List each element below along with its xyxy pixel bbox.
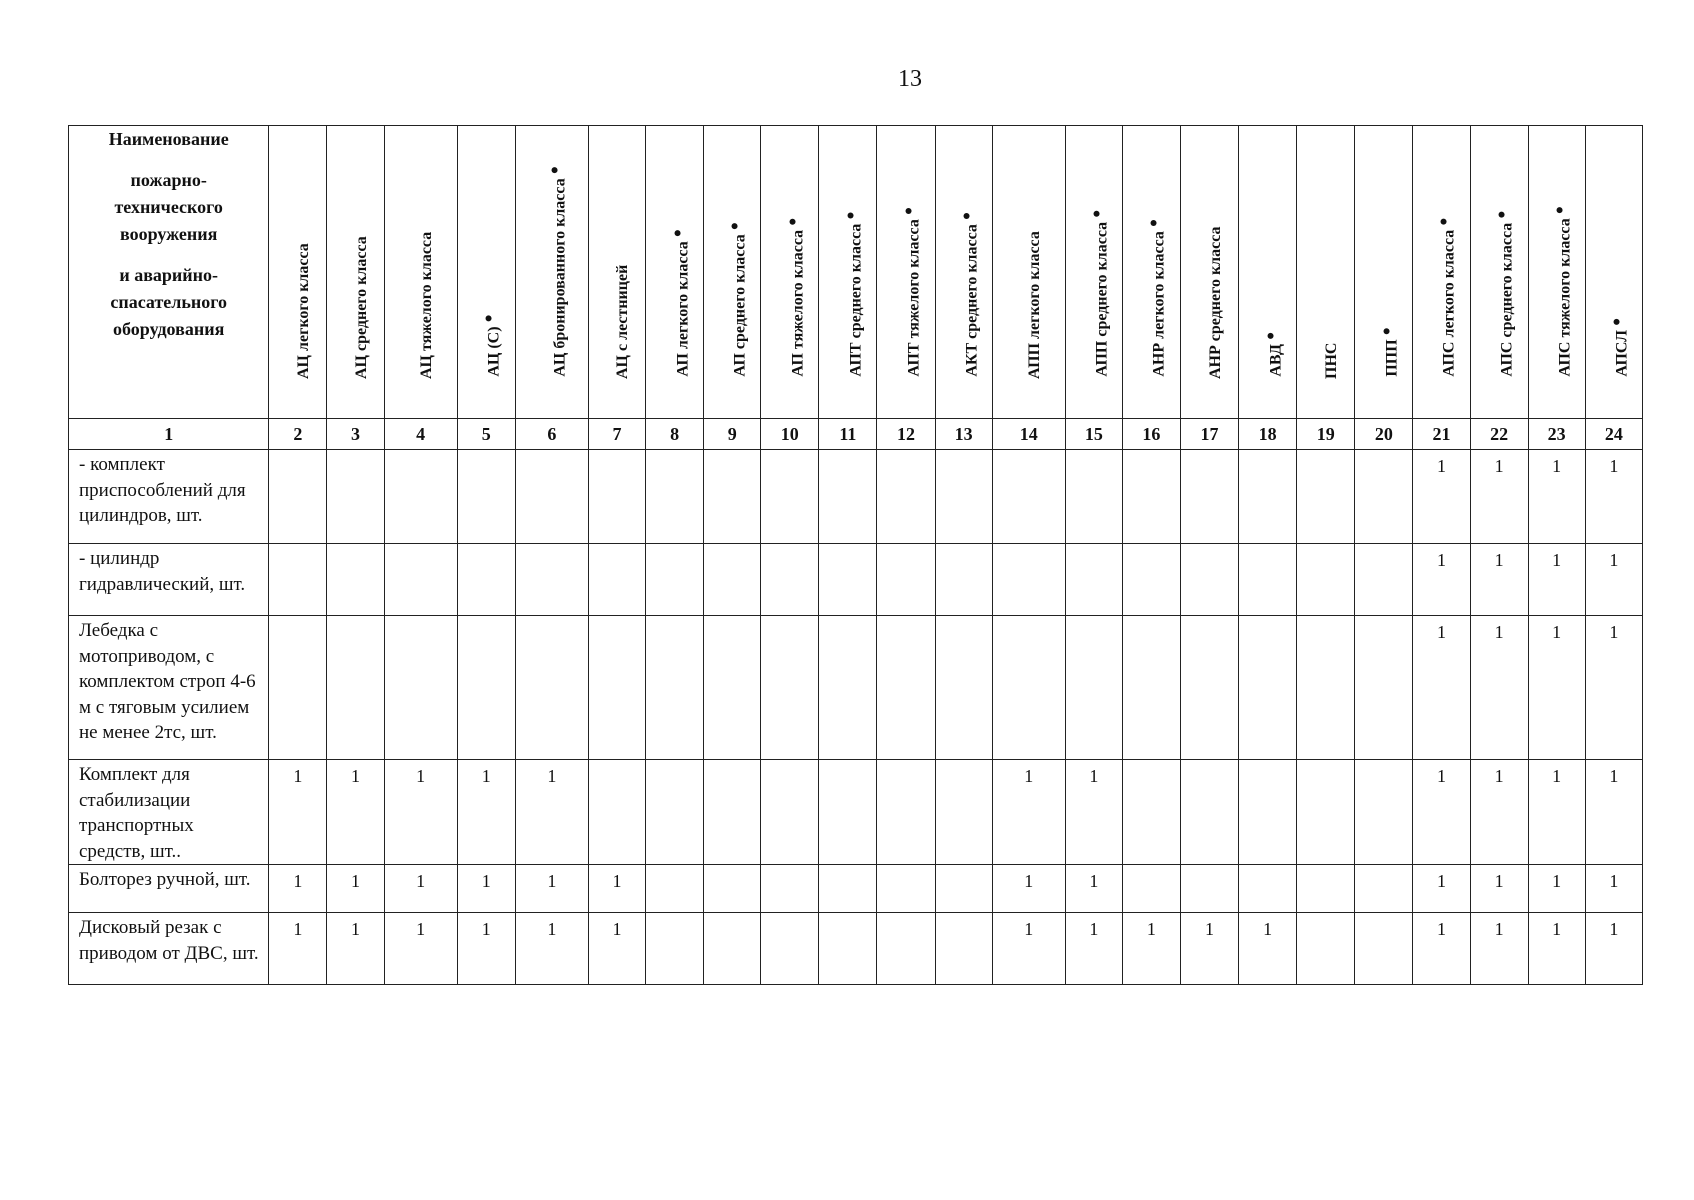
column-number: 2 [269,419,327,450]
table-cell [646,913,704,985]
table-cell [1355,616,1413,760]
table-body [69,450,1643,985]
table-cell: 1 [457,760,515,865]
table-cell [1239,760,1297,865]
table-cell [1239,544,1297,616]
column-number: 20 [1355,419,1413,450]
table-cell: 1 [1585,544,1642,616]
table-cell [588,616,645,760]
column-header-label [1207,226,1225,379]
table-cell [761,760,819,865]
table-cell [935,544,992,616]
footnote-mark: ● [1089,209,1105,218]
footnote-mark: ● [1609,317,1625,326]
column-number: 18 [1239,419,1297,450]
table-cell [1122,616,1180,760]
column-number: 22 [1470,419,1528,450]
table-cell [1065,450,1122,544]
column-number: 3 [327,419,384,450]
table-cell: 1 [457,913,515,985]
table-cell [1355,544,1413,616]
column-header-label [295,243,313,379]
table-cell [1065,616,1122,760]
column-header-label [481,314,504,377]
row-label: Болторез ручной, шт. [69,865,269,913]
table-cell [704,865,761,913]
table-cell [1297,616,1355,760]
table-cell: 1 [515,913,588,985]
table-cell: 1 [1528,760,1585,865]
table-cell: 1 [269,913,327,985]
table-cell: 1 [1470,450,1528,544]
table-cell: 1 [588,865,645,913]
table-cell: 1 [1065,913,1122,985]
table-cell [588,450,645,544]
table-cell [515,450,588,544]
column-header-text: АПС тяжелого класса [1556,217,1574,377]
table-cell [327,544,384,616]
column-number: 13 [935,419,992,450]
table-cell [877,450,935,544]
row-label: - комплект приспособлений для цилиндров, шт. [69,450,269,544]
table-cell: 1 [1528,865,1585,913]
table-cell [935,450,992,544]
table-cell: 1 [1585,865,1642,913]
column-number: 15 [1065,419,1122,450]
column-number: 11 [819,419,877,450]
column-header-3 [327,126,384,419]
table-cell [704,760,761,865]
column-header-label [1262,331,1285,376]
footnote-mark: ● [1552,205,1568,214]
table-row [69,760,1643,865]
column-header-13 [935,126,992,419]
page-number: 13 [898,66,922,92]
column-header-text: АВД [1267,343,1285,377]
column-number: 21 [1413,419,1470,450]
table-cell [935,913,992,985]
table-cell: 1 [1585,616,1642,760]
column-header-text: АЦ тяжелого класса [417,231,435,379]
corner-header-line: пожарно- [130,170,207,190]
table-cell: 1 [992,760,1065,865]
column-header-8 [646,126,704,419]
column-header-label [669,228,692,376]
table-cell [1122,760,1180,865]
table-cell [1297,760,1355,865]
table-cell: 1 [1065,760,1122,865]
table-cell [877,760,935,865]
table-cell [704,913,761,985]
column-header-20 [1355,126,1413,419]
column-header-text: АЦ бронированного класса [551,177,569,377]
table-cell: 1 [1470,760,1528,865]
footnote-mark: ● [1494,209,1510,219]
table-cell [1297,865,1355,913]
table-cell: 1 [1470,865,1528,913]
table-cell [761,865,819,913]
table-cell [1239,616,1297,760]
table-cell: 1 [588,913,645,985]
column-header-label [1436,217,1459,376]
footnote-mark: ● [1262,331,1278,340]
column-header-label [1146,218,1169,376]
column-header-text: АП среднего класса [731,233,749,377]
column-header-text: АПТ тяжелого класса [905,218,923,377]
table-row [69,865,1643,913]
column-header-18 [1239,126,1297,419]
column-header-text: АПС среднего класса [1498,222,1516,377]
table-cell: 1 [1585,450,1642,544]
table-cell: 1 [1413,544,1470,616]
table-cell: 1 [1239,913,1297,985]
table-cell [384,544,457,616]
table-cell: 1 [1528,616,1585,760]
table-row [69,616,1643,760]
table-cell [269,544,327,616]
table-cell: 1 [1528,544,1585,616]
corner-header-line: технического [114,197,223,217]
column-header-21 [1413,126,1470,419]
table-cell [761,616,819,760]
table-cell: 1 [384,913,457,985]
table-cell [515,616,588,760]
column-number: 24 [1585,419,1642,450]
column-header-22 [1470,126,1528,419]
column-header-24 [1585,126,1642,419]
column-number: 19 [1297,419,1355,450]
footnote-mark: ● [727,221,743,230]
table-cell [1297,913,1355,985]
column-header-text: ПНС [1322,342,1340,379]
table-cell [819,913,877,985]
table-cell [1122,450,1180,544]
column-number-row [69,419,1643,450]
column-header-text: АЦ с лестницей [613,264,631,379]
table-cell [1355,865,1413,913]
column-header-4 [384,126,457,419]
table-cell: 1 [1413,760,1470,865]
table-cell [1355,760,1413,865]
corner-header-line: и аварийно- [119,265,219,285]
table-cell: 1 [1470,913,1528,985]
table-cell [761,450,819,544]
table-cell [877,865,935,913]
column-header-label [1493,210,1516,376]
table-cell [704,450,761,544]
column-header-label [1551,205,1574,376]
table-cell: 1 [269,760,327,865]
table-cell [819,544,877,616]
table-cell: 1 [1413,865,1470,913]
table-cell [588,544,645,616]
table-cell: 1 [327,865,384,913]
column-header-9 [704,126,761,419]
table-cell [515,544,588,616]
column-number: 1 [69,419,269,450]
table-cell: 1 [327,913,384,985]
column-header-text: АПСЛ [1613,329,1631,377]
column-header-label [958,211,981,376]
table-cell [1239,450,1297,544]
corner-header-line: оборудования [113,319,225,339]
column-number: 5 [457,419,515,450]
header-row [69,126,1643,419]
column-header-17 [1180,126,1238,419]
table-cell [1122,544,1180,616]
table-cell [384,616,457,760]
table-cell [646,865,704,913]
table-cell: 1 [992,913,1065,985]
table-row [69,544,1643,616]
table-cell: 1 [457,865,515,913]
footnote-mark: ● [669,228,685,237]
column-header-text: АПТ среднего класса [847,223,865,377]
row-label: Лебедка с мотоприводом, с комплектом строп 4-6 м с тяговым усилием не менее 2тс, шт. [69,616,269,760]
table-cell [1180,450,1238,544]
corner-header [69,126,269,419]
table-cell: 1 [1585,913,1642,985]
corner-header-line: Наименование [108,129,229,149]
table-row [69,913,1643,985]
table-cell [877,616,935,760]
column-header-15 [1065,126,1122,419]
table-cell [935,760,992,865]
table-cell [935,865,992,913]
column-header-11 [819,126,877,419]
footnote-mark: ● [1379,326,1395,335]
table-cell [1122,865,1180,913]
table-cell: 1 [1470,544,1528,616]
column-header-7 [588,126,645,419]
column-header-label [1088,209,1111,376]
column-header-label [546,165,569,376]
column-header-text: АЦ легкого класса [294,243,312,379]
footnote-mark: ● [1436,216,1452,226]
column-header-12 [877,126,935,419]
column-header-text: АПП среднего класса [1093,221,1111,377]
table-cell [877,913,935,985]
table-cell [819,450,877,544]
table-cell [384,450,457,544]
table-cell [269,450,327,544]
column-header-label [353,236,371,379]
table-cell [1297,450,1355,544]
table-cell [646,616,704,760]
table-cell [761,913,819,985]
table-cell [704,544,761,616]
column-header-text: ППП [1383,338,1401,377]
table-cell [646,544,704,616]
column-header-text: АЦ (С) [485,326,503,377]
column-number: 6 [515,419,588,450]
column-header-23 [1528,126,1585,419]
table-cell [1297,544,1355,616]
column-number: 8 [646,419,704,450]
column-number: 7 [588,419,645,450]
table-cell [992,450,1065,544]
row-label: Комплект для стабилизации транспортных средств, шт.. [69,760,269,865]
table-cell: 1 [1413,616,1470,760]
column-header-6 [515,126,588,419]
table-cell: 1 [1180,913,1238,985]
table-cell [877,544,935,616]
column-header-text: АПС легкого класса [1441,229,1459,377]
footnote-mark: ● [843,210,859,220]
column-header-text: АП легкого класса [674,240,692,377]
table-cell: 1 [1413,913,1470,985]
table-cell [1180,616,1238,760]
table-cell: 1 [515,760,588,865]
table-cell [761,544,819,616]
table-cell: 1 [327,760,384,865]
column-header-text: АКТ среднего класса [963,223,981,377]
footnote-mark: ● [901,206,917,215]
column-header-14 [992,126,1065,419]
table-cell [457,616,515,760]
column-header-label [727,221,750,376]
table-cell [1065,544,1122,616]
table-cell [327,616,384,760]
table-cell [819,760,877,865]
column-header-label [418,232,436,379]
table-cell: 1 [1585,760,1642,865]
column-header-text: АНР легкого класса [1151,230,1169,377]
column-header-label [1378,327,1401,377]
column-number: 16 [1122,419,1180,450]
table-cell [327,450,384,544]
table-cell [646,450,704,544]
column-number: 23 [1528,419,1585,450]
table-cell [992,616,1065,760]
corner-header-line: спасательного [110,292,228,312]
column-header-text: АНР среднего класса [1206,226,1224,379]
column-header-5 [457,126,515,419]
column-number: 17 [1180,419,1238,450]
table-cell: 1 [269,865,327,913]
column-header-label [1608,317,1631,376]
table-cell [1355,913,1413,985]
footnote-mark: ● [481,313,497,323]
column-number: 14 [992,419,1065,450]
column-header-label [1026,231,1044,379]
footnote-mark: ● [785,217,801,226]
table-cell: 1 [1065,865,1122,913]
column-header-text: АЦ среднего класса [352,236,370,379]
column-header-label [1323,343,1341,379]
table-cell [1355,450,1413,544]
column-header-2 [269,126,327,419]
equipment-table [68,125,1643,985]
column-number: 12 [877,419,935,450]
table-cell [588,760,645,865]
table-cell [992,544,1065,616]
column-header-19 [1297,126,1355,419]
table-cell [935,616,992,760]
table-cell: 1 [384,865,457,913]
footnote-mark: ● [547,165,563,174]
corner-header-line: вооружения [119,224,218,244]
table-cell [819,616,877,760]
table-cell [457,544,515,616]
table-cell: 1 [1122,913,1180,985]
table-cell: 1 [1528,450,1585,544]
footnote-mark: ● [1146,218,1162,227]
table-cell [646,760,704,865]
column-number: 10 [761,419,819,450]
footnote-mark: ● [958,211,974,220]
table-cell: 1 [1413,450,1470,544]
table-row [69,450,1643,544]
column-header-text: АПП легкого класса [1025,231,1043,379]
table-cell: 1 [515,865,588,913]
column-header-label [842,211,865,377]
column-number: 9 [704,419,761,450]
table-cell: 1 [1470,616,1528,760]
table-cell [1180,865,1238,913]
table-cell [1239,865,1297,913]
column-header-10 [761,126,819,419]
row-label: - цилиндр гидравлический, шт. [69,544,269,616]
table-cell [819,865,877,913]
column-header-label [614,265,632,379]
table-cell [1180,760,1238,865]
corner-header-line [69,153,268,167]
table-cell [269,616,327,760]
table-cell [1180,544,1238,616]
column-header-16 [1122,126,1180,419]
column-header-text: АП тяжелого класса [789,229,807,377]
column-header-label [784,217,807,376]
column-number: 4 [384,419,457,450]
table-cell: 1 [992,865,1065,913]
row-label: Дисковый резак с приводом от ДВС, шт. [69,913,269,985]
table-cell [704,616,761,760]
table-cell: 1 [384,760,457,865]
table-cell: 1 [1528,913,1585,985]
column-header-label [900,206,923,376]
table-cell [457,450,515,544]
corner-header-line [69,248,268,262]
